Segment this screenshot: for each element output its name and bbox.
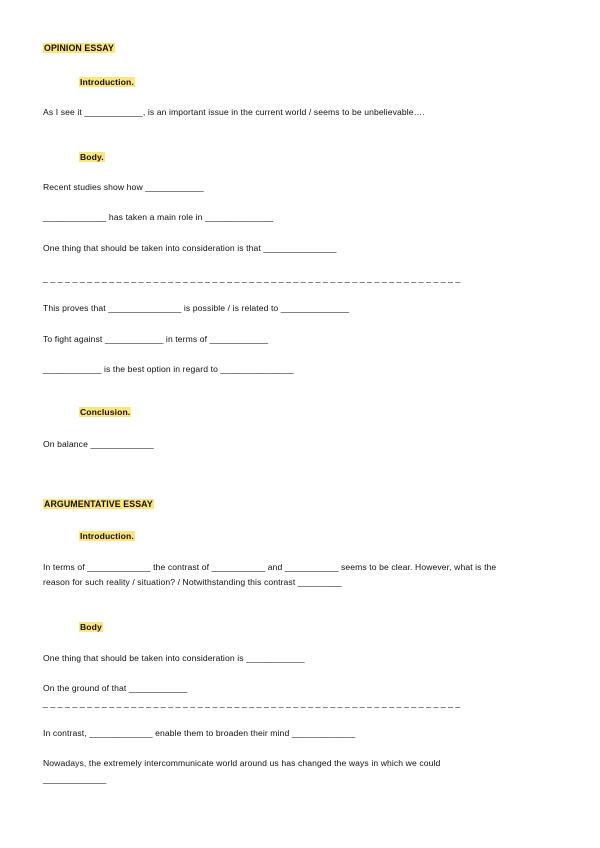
argumentative-introduction-line: reason for such reality / situation? / Notwithstanding this contrast _________ <box>43 577 342 587</box>
opinion-body-label: Body. <box>80 152 104 162</box>
opinion-body-line: _____________ has taken a main role in ______________ <box>43 212 274 222</box>
opinion-introduction-label: Introduction. <box>80 77 134 87</box>
opinion-conclusion-label: Conclusion. <box>80 407 131 417</box>
opinion-dashed-line: _ _ _ _ _ _ _ _ _ _ _ _ _ _ _ _ _ _ _ _ _ _ _ _ _ _ _ _ _ _ _ _ _ _ _ _ _ _ _ _ _ _ _ _ _ _ _ _ _ _ _ _ _ _ _ _ _ <box>43 273 461 283</box>
argumentative-body-line: On the ground of that ____________ <box>43 683 188 693</box>
argumentative-introduction-line: In terms of _____________ the contrast of ___________ and ___________ seems to be clear. However, what is the <box>43 562 497 572</box>
argumentative-dashed-line: _ _ _ _ _ _ _ _ _ _ _ _ _ _ _ _ _ _ _ _ _ _ _ _ _ _ _ _ _ _ _ _ _ _ _ _ _ _ _ _ _ _ _ _ _ _ _ _ _ _ _ _ _ _ _ _ _ <box>43 698 461 708</box>
opinion-body-line: Recent studies show how ____________ <box>43 182 204 192</box>
opinion-body-line: This proves that _______________ is possible / is related to ______________ <box>43 303 350 313</box>
opinion-body-line: To fight against ____________ in terms of ____________ <box>43 334 269 344</box>
opinion-body-line: One thing that should be taken into consideration is that _______________ <box>43 243 337 253</box>
argumentative-body-line: _____________ <box>43 774 107 784</box>
opinion-introduction-line: As I see it ____________, is an important issue in the current world / seems to be unbelievable…. <box>43 107 425 117</box>
opinion-body-line: ____________ is the best option in regard to _______________ <box>43 364 294 374</box>
argumentative-body-line: In contrast, _____________ enable them to broaden their mind _____________ <box>43 728 356 738</box>
argumentative-essay-heading: ARGUMENTATIVE ESSAY <box>44 499 153 509</box>
opinion-conclusion-line: On balance _____________ <box>43 439 154 449</box>
argumentative-body-label: Body <box>80 622 102 632</box>
argumentative-body-line: One thing that should be taken into consideration is ____________ <box>43 653 305 663</box>
opinion-essay-heading: OPINION ESSAY <box>44 43 114 53</box>
argumentative-introduction-label: Introduction. <box>80 531 134 541</box>
argumentative-body-line: Nowadays, the extremely intercommunicate world around us has changed the ways in which we could <box>43 758 441 768</box>
